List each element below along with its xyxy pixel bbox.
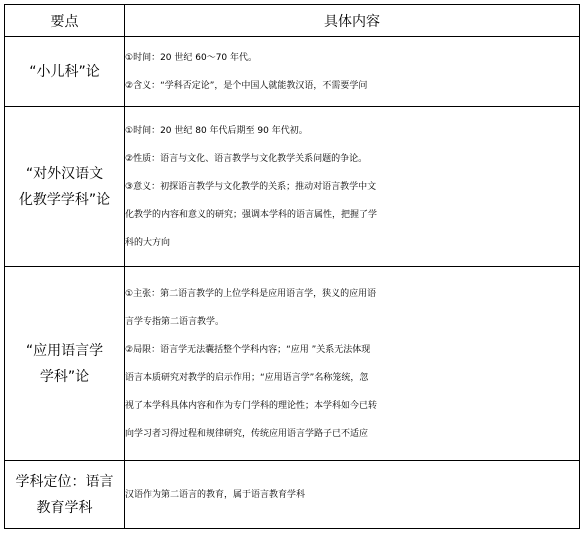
row-point-cell bbox=[5, 107, 125, 267]
table-row bbox=[5, 267, 580, 461]
row-point-label-line: 学科定位：语言 bbox=[15, 473, 114, 490]
content-line: 化教学的内容和意义的研究；强调本学科的语言属性，把握了学 bbox=[125, 209, 378, 220]
table-row bbox=[5, 37, 580, 107]
content-line: ②性质：语言与文化、语言教学与文化教学关系问题的争论。 bbox=[125, 153, 368, 164]
content-line: ②含义：“学科否定论”，是个中国人就能教汉语，不需要学问 bbox=[125, 80, 368, 91]
row-point-label-line: “对外汉语文 bbox=[25, 165, 104, 182]
table-row bbox=[5, 461, 580, 529]
row-point-label: “小儿科”论 bbox=[29, 63, 100, 80]
row-point-cell bbox=[5, 37, 125, 107]
content-table bbox=[4, 4, 580, 529]
content-line: 汉语作为第二语言的教育，属于语言教育学科 bbox=[125, 489, 306, 500]
header-cell-point: 要点 bbox=[5, 5, 125, 37]
content-line: ②局限：语言学无法囊括整个学科内容；“应用 ”关系无法体现 bbox=[125, 344, 371, 355]
table-header-row bbox=[5, 5, 580, 37]
row-point-label-line: 教育学科 bbox=[36, 499, 93, 516]
content-line: 视了本学科具体内容和作为专门学科的理论性；本学科如今已转 bbox=[125, 400, 378, 411]
row-content-cell bbox=[125, 267, 580, 461]
row-point-label-line: 学科”论 bbox=[39, 368, 90, 385]
content-line: ③意义：初探语言教学与文化教学的关系；推动对语言教学中文 bbox=[125, 181, 377, 192]
table-row bbox=[5, 107, 580, 267]
content-line: 语言本质研究对教学的启示作用；“应用语言学”名称笼统，忽 bbox=[125, 372, 369, 383]
content-line: 科的大方向 bbox=[125, 237, 171, 248]
row-point-label-line: “应用语言学 bbox=[25, 342, 104, 359]
content-line: 言学专指第二语言教学。 bbox=[125, 316, 225, 327]
row-content-cell bbox=[125, 37, 580, 107]
row-content-cell bbox=[125, 461, 580, 529]
row-point-cell bbox=[5, 267, 125, 461]
row-point-cell bbox=[5, 461, 125, 529]
row-content-cell bbox=[125, 107, 580, 267]
row-point-label-line: 化教学学科”论 bbox=[18, 191, 111, 208]
content-line: ①时间：20 世纪 60～70 年代。 bbox=[125, 52, 258, 63]
header-cell-content: 具体内容 bbox=[125, 5, 580, 37]
content-line: 向学习者习得过程和规律研究，传统应用语言学路子已不适应 bbox=[125, 428, 369, 439]
content-line: ①时间：20 世纪 80 年代后期至 90 年代初。 bbox=[125, 125, 308, 136]
content-line: ①主张：第二语言教学的上位学科是应用语言学，狭义的应用语 bbox=[125, 288, 377, 299]
